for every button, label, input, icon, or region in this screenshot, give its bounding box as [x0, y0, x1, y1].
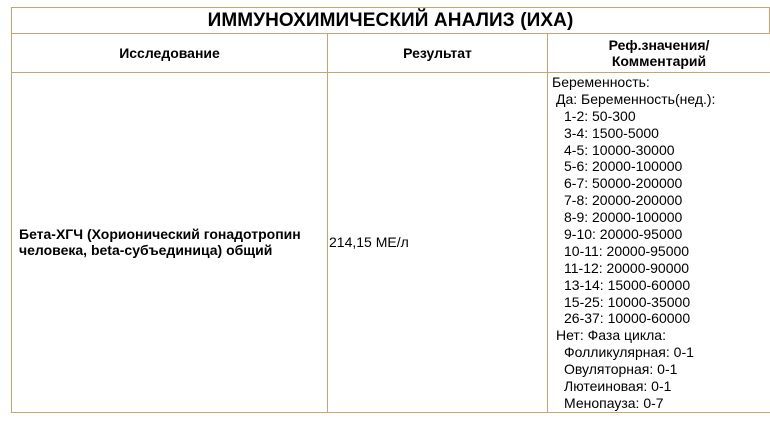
- week-range: 13-14: 15000-60000: [564, 276, 691, 293]
- week-range: 11-12: 20000-90000: [564, 259, 690, 276]
- header-reference: [548, 34, 770, 73]
- cycle-phase: Овуляторная: 0-1: [564, 361, 678, 378]
- study-name-line1: Бета-ХГЧ (Хорионический гонадотропин: [19, 226, 301, 243]
- cycle-phase: Фолликулярная: 0-1: [564, 344, 694, 361]
- header-result: Результат: [328, 34, 548, 73]
- results-table: [11, 33, 770, 413]
- header-study: Исследование: [12, 34, 328, 73]
- week-range: 9-10: 20000-95000: [564, 226, 683, 243]
- table-header-row: [12, 34, 770, 73]
- week-range: 4-5: 10000-30000: [564, 141, 675, 158]
- study-name: [12, 73, 328, 413]
- week-range: 8-9: 20000-100000: [564, 209, 683, 226]
- study-name-line2: человека, beta-субъединица) общий: [19, 242, 273, 259]
- table-row: [12, 73, 770, 413]
- week-range: 10-11: 20000-95000: [564, 242, 690, 259]
- week-range: 6-7: 50000-200000: [564, 175, 683, 192]
- cycle-phase: Менопауза: 0-7: [564, 394, 664, 411]
- result-value: 214,15 МЕ/л: [328, 73, 548, 413]
- week-range: 1-2: 50-300: [564, 107, 636, 124]
- reference-values: [548, 73, 770, 413]
- header-reference-line2: Комментарий: [611, 53, 707, 69]
- report-title: ИММУНОХИМИЧЕСКИЙ АНАЛИЗ (ИХА): [11, 7, 770, 33]
- week-range: 26-37: 10000-60000: [564, 310, 691, 327]
- pregnancy-label: Беременность:: [552, 74, 650, 90]
- header-reference-line1: Реф.значения/: [608, 37, 710, 53]
- week-range: 3-4: 1500-5000: [564, 124, 659, 141]
- lab-report: [11, 7, 770, 413]
- pregnancy-no-label: Нет: Фаза цикла:: [556, 327, 666, 344]
- week-range: 5-6: 20000-100000: [564, 158, 683, 175]
- week-range: 7-8: 20000-200000: [564, 192, 683, 209]
- cycle-phase: Лютеиновая: 0-1: [564, 378, 672, 395]
- pregnancy-yes-label: Да: Беременность(нед.):: [556, 90, 716, 107]
- week-range: 15-25: 10000-35000: [564, 293, 691, 310]
